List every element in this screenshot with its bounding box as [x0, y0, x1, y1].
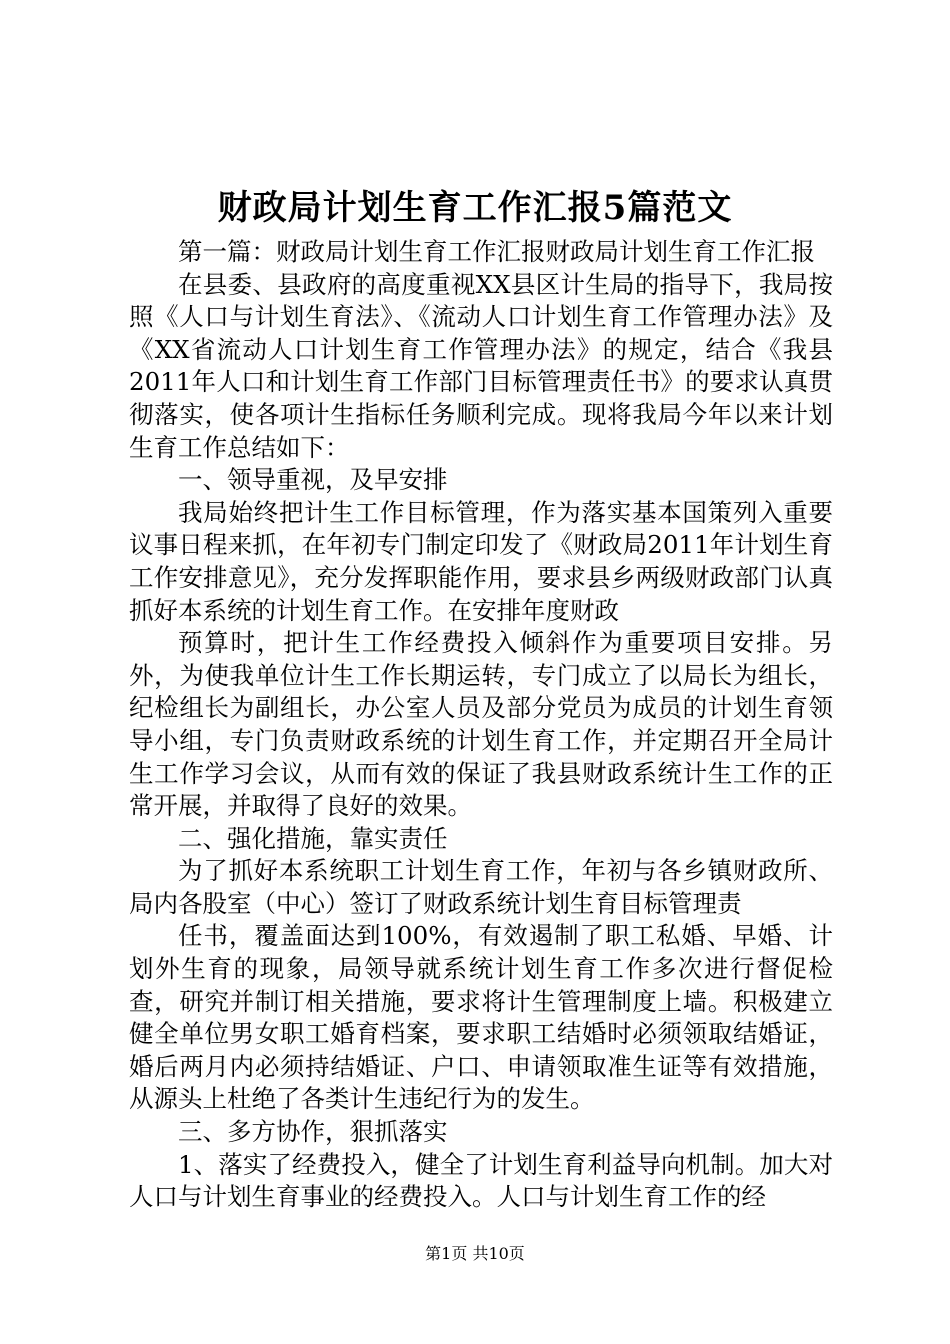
section-heading: 三、多方协作，狠抓落实: [178, 1117, 448, 1147]
paragraph: 预算时，把计生工作经费投入倾斜作为重要项目安排。另外，为使我单位计生工作长期运转，专门成立了以局长为组长，纪检组长为副组长，办公室人员及部分党员为成员的计划生育领导小组，专门负责财政系统的计划生育工作，并定期召开全局计生工作学习会议，从而有效的保证了我县财政系统计生工作的正常开展，并取得了良好的效果。: [129, 628, 833, 821]
paragraph: 任书，覆盖面达到100%，有效遏制了职工私婚、早婚、计划外生育的现象，局领导就系统计划生育工作多次进行督促检查，研究并制订相关措施，要求将计生管理制度上墙。积极建立健全单位男女职工婚育档案，要求职工结婚时必须领取结婚证，婚后两月内必须持结婚证、户口、申请领取准生证等有效措施，从源头上杜绝了各类计生违纪行为的发生。: [129, 921, 833, 1114]
paragraph: 我局始终把计生工作目标管理，作为落实基本国策列入重要议事日程来抓，在年初专门制定印发了《财政局2011年计划生育工作安排意见》，充分发挥职能作用，要求县乡两级财政部门认真抓好本系统的计划生育工作。在安排年度财政: [129, 497, 833, 625]
section-heading: 二、强化措施，靠实责任: [178, 823, 448, 853]
document-title: 财政局计划生育工作汇报5篇范文: [217, 188, 733, 228]
paragraph: 第一篇：财政局计划生育工作汇报财政局计划生育工作汇报: [178, 237, 815, 266]
paragraph: 在县委、县政府的高度重视XX县区计生局的指导下，我局按照《人口与计划生育法》、《流动人口计划生育工作管理办法》及《XX省流动人口计划生育工作管理办法》的规定，结合《我县2011年人口和计划生育工作部门目标管理责任书》的要求认真贯彻落实，使各项计生指标任务顺利完成。现将我局今年以来计划生育工作总结如下：: [129, 269, 833, 462]
paragraph: 1、落实了经费投入，健全了计划生育利益导向机制。加大对人口与计划生育事业的经费投入。人口与计划生育工作的经: [129, 1149, 833, 1212]
document-body: [129, 236, 833, 1214]
page-number-footer: 第1页 共10页: [425, 1244, 525, 1263]
section-heading: 一、领导重视，及早安排: [178, 465, 448, 495]
paragraph: 为了抓好本系统职工计划生育工作，年初与各乡镇财政所、局内各股室（中心）签订了财政系统计划生育目标管理责: [129, 856, 833, 918]
